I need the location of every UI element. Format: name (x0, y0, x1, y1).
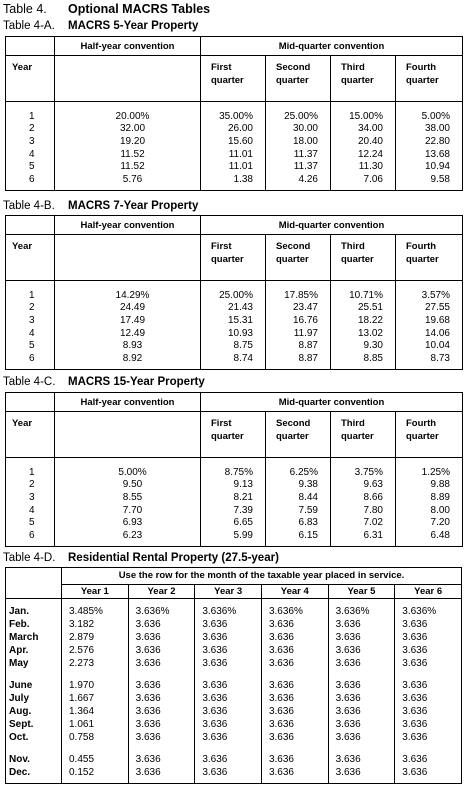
value-cell: 7.70 (55, 504, 201, 517)
value-cell: 9.58 (396, 173, 463, 186)
value-cell: 11.37 (266, 148, 331, 161)
table-row (6, 148, 463, 161)
month-row (6, 753, 462, 766)
value-cell: 3.636 (195, 657, 262, 670)
value-cell: 8.89 (396, 491, 463, 504)
month-row (6, 644, 462, 657)
value-cell: 9.50 (55, 479, 201, 492)
year-header: Year (6, 56, 55, 102)
value-cell: 27.55 (396, 302, 463, 315)
quarter-word: First (211, 241, 232, 252)
value-cell: 11.30 (331, 161, 396, 174)
value-cell: 6.25% (266, 466, 331, 479)
table-row (6, 491, 463, 504)
value-cell: 0.758 (62, 731, 129, 744)
value-cell: 11.37 (266, 161, 331, 174)
value-cell: 0.455 (62, 753, 129, 766)
quarter-word: Fourth (406, 418, 437, 429)
value-cell: 22.80 (396, 135, 463, 148)
value-cell: 18.00 (266, 135, 331, 148)
mid-quarter-header: Mid-quarter convention (201, 37, 463, 56)
quarter-word: Fourth (406, 62, 437, 73)
value-cell: 11.97 (266, 327, 331, 340)
table-row (6, 340, 463, 353)
table-row (6, 302, 463, 315)
value-cell: 3.57% (396, 289, 463, 302)
value-cell: 3.636% (195, 605, 262, 618)
value-cell: 3.636 (195, 644, 262, 657)
value-cell: 15.60 (201, 135, 266, 148)
value-cell: 32.00 (55, 123, 201, 136)
table-row (6, 110, 463, 123)
value-cell: 3.182 (62, 618, 129, 631)
value-cell: 3.636 (395, 766, 462, 779)
value-cell: 9.13 (201, 479, 266, 492)
mid-quarter-header: Mid-quarter convention (201, 393, 463, 412)
instruction-text: Use the row for the month of the taxable year placed in service. (62, 568, 462, 585)
table-name: MACRS 5-Year Property (68, 20, 199, 32)
value-cell: 19.68 (396, 314, 463, 327)
year-cell: 2 (29, 123, 35, 135)
value-cell: 3.636 (328, 753, 395, 766)
value-cell: 10.04 (396, 340, 463, 353)
quarter-header (396, 412, 463, 458)
table-caption (3, 20, 198, 32)
value-cell: 6.83 (266, 517, 331, 530)
value-cell: 3.636 (128, 731, 195, 744)
month-cell: Dec. (9, 766, 31, 778)
table-row (6, 327, 463, 340)
table-row (6, 123, 463, 136)
value-cell: 3.636% (128, 605, 195, 618)
value-cell: 3.636 (261, 692, 328, 705)
year-column-header: Year 6 (395, 584, 462, 598)
value-cell: 5.00% (396, 110, 463, 123)
value-cell: 9.88 (396, 479, 463, 492)
value-cell: 8.21 (201, 491, 266, 504)
table-row (6, 479, 463, 492)
month-row (6, 631, 462, 644)
value-cell: 3.636 (261, 618, 328, 631)
year-cell: 3 (29, 136, 35, 148)
value-cell: 3.636 (395, 718, 462, 731)
year-cell: 6 (29, 174, 35, 186)
table-row (6, 314, 463, 327)
value-cell: 0.152 (62, 766, 129, 779)
value-cell: 12.49 (55, 327, 201, 340)
value-cell: 8.55 (55, 491, 201, 504)
value-cell: 20.00% (55, 110, 201, 123)
value-cell: 7.20 (396, 517, 463, 530)
value-cell: 1.25% (396, 466, 463, 479)
year-header: Year (6, 235, 55, 281)
value-cell: 2.576 (62, 644, 129, 657)
value-cell: 7.39 (201, 504, 266, 517)
table-row (6, 529, 463, 542)
value-cell: 8.73 (396, 352, 463, 365)
table-row (6, 161, 463, 174)
year-cell: 5 (29, 340, 35, 352)
value-cell: 3.636 (328, 644, 395, 657)
year-cell: 4 (29, 327, 35, 339)
value-cell: 3.75% (331, 466, 396, 479)
value-cell: 3.636 (261, 766, 328, 779)
value-cell: 3.636 (328, 692, 395, 705)
month-cell: Sept. (9, 719, 34, 731)
value-cell: 16.76 (266, 314, 331, 327)
year-header: Year (6, 412, 55, 458)
quarter-word: Second (276, 418, 311, 429)
value-cell: 25.00% (201, 289, 266, 302)
month-cell: Jan. (9, 605, 30, 617)
half-year-header: Half-year convention (55, 216, 201, 235)
value-cell: 5.99 (201, 529, 266, 542)
value-cell: 6.31 (331, 529, 396, 542)
value-cell: 3.636 (128, 692, 195, 705)
half-year-header: Half-year convention (55, 393, 201, 412)
value-cell: 8.74 (201, 352, 266, 365)
month-cell: June (9, 679, 33, 691)
quarter-label: quarter (341, 254, 374, 265)
value-cell: 18.22 (331, 314, 396, 327)
quarter-header (396, 235, 463, 281)
value-cell: 7.80 (331, 504, 396, 517)
year-column-header: Year 4 (261, 584, 328, 598)
table-caption (3, 200, 198, 212)
month-row (6, 766, 462, 779)
value-cell: 3.636 (128, 718, 195, 731)
month-row (6, 605, 462, 618)
half-year-header: Half-year convention (55, 37, 201, 56)
value-cell: 11.01 (201, 161, 266, 174)
value-cell: 6.15 (266, 529, 331, 542)
table-row (6, 352, 463, 365)
value-cell: 15.00% (331, 110, 396, 123)
year-cell: 1 (29, 110, 35, 122)
value-cell: 3.636 (195, 618, 262, 631)
quarter-header (201, 56, 266, 102)
value-cell: 3.636 (261, 679, 328, 692)
value-cell: 3.636 (395, 705, 462, 718)
year-cell: 6 (29, 353, 35, 365)
table-name: MACRS 7-Year Property (68, 200, 199, 212)
table-row (6, 135, 463, 148)
value-cell: 1.364 (62, 705, 129, 718)
value-cell: 1.667 (62, 692, 129, 705)
value-cell: 10.94 (396, 161, 463, 174)
quarter-word: Fourth (406, 241, 437, 252)
value-cell: 3.636 (128, 644, 195, 657)
value-cell: 3.636 (128, 631, 195, 644)
title-number: Table 4. (3, 2, 47, 16)
value-cell: 3.636 (261, 718, 328, 731)
value-cell: 3.636 (261, 631, 328, 644)
year-cell: 5 (29, 517, 35, 529)
year-column-header: Year 5 (328, 584, 395, 598)
value-cell: 3.636 (261, 705, 328, 718)
value-cell: 8.87 (266, 352, 331, 365)
value-cell: 3.636 (195, 753, 262, 766)
year-cell: 1 (29, 289, 35, 301)
table-name: Residential Rental Property (27.5-year) (68, 552, 279, 564)
quarter-header (396, 56, 463, 102)
value-cell: 34.00 (331, 123, 396, 136)
value-cell: 3.636 (395, 657, 462, 670)
table-id: Table 4-B. (3, 200, 55, 212)
quarter-label: quarter (341, 431, 374, 442)
month-cell: March (9, 632, 39, 643)
value-cell: 3.636 (395, 731, 462, 744)
value-cell: 8.44 (266, 491, 331, 504)
value-cell: 2.273 (62, 657, 129, 670)
value-cell: 3.636% (328, 605, 395, 618)
value-cell: 6.48 (396, 529, 463, 542)
value-cell: 7.02 (331, 517, 396, 530)
value-cell: 3.636 (261, 657, 328, 670)
value-cell: 13.68 (396, 148, 463, 161)
macrs-table (5, 392, 463, 547)
value-cell: 11.52 (55, 148, 201, 161)
value-cell: 9.38 (266, 479, 331, 492)
macrs-table (5, 36, 463, 191)
year-cell: 2 (29, 479, 35, 491)
value-cell: 25.00% (266, 110, 331, 123)
month-cell: Nov. (9, 753, 30, 765)
quarter-header (331, 235, 396, 281)
table-caption (3, 376, 205, 388)
value-cell: 3.636 (128, 766, 195, 779)
year-cell: 1 (29, 466, 35, 478)
table-id: Table 4-A. (3, 20, 55, 32)
month-row (6, 679, 462, 692)
value-cell: 11.52 (55, 161, 201, 174)
value-cell: 8.87 (266, 340, 331, 353)
month-row (6, 731, 462, 744)
year-cell: 3 (29, 492, 35, 504)
value-cell: 3.636% (261, 605, 328, 618)
quarter-label: quarter (276, 431, 309, 442)
value-cell: 9.63 (331, 479, 396, 492)
value-cell: 3.636 (395, 618, 462, 631)
value-cell: 8.66 (331, 491, 396, 504)
month-row (6, 705, 462, 718)
value-cell: 13.02 (331, 327, 396, 340)
month-row (6, 618, 462, 631)
quarter-word: Second (276, 62, 311, 73)
value-cell: 5.76 (55, 173, 201, 186)
value-cell: 3.485% (62, 605, 129, 618)
month-cell: Feb. (9, 618, 30, 630)
year-cell: 4 (29, 504, 35, 516)
value-cell: 8.93 (55, 340, 201, 353)
quarter-label: quarter (276, 75, 309, 86)
month-cell: Oct. (9, 732, 29, 744)
value-cell: 8.75 (201, 340, 266, 353)
value-cell: 3.636 (128, 657, 195, 670)
document-title (3, 2, 210, 16)
value-cell: 3.636 (195, 679, 262, 692)
value-cell: 17.85% (266, 289, 331, 302)
quarter-label: quarter (211, 431, 244, 442)
value-cell: 3.636 (395, 631, 462, 644)
quarter-header (266, 412, 331, 458)
value-cell: 3.636 (328, 731, 395, 744)
value-cell: 14.06 (396, 327, 463, 340)
value-cell: 5.00% (55, 466, 201, 479)
value-cell: 1.061 (62, 718, 129, 731)
value-cell: 14.29% (55, 289, 201, 302)
month-cell: July (9, 692, 30, 704)
quarter-label: quarter (406, 75, 439, 86)
value-cell: 2.879 (62, 631, 129, 644)
value-cell: 3.636 (195, 766, 262, 779)
month-row (6, 718, 462, 731)
value-cell: 6.93 (55, 517, 201, 530)
year-cell: 3 (29, 315, 35, 327)
value-cell: 3.636 (328, 718, 395, 731)
year-column-header: Year 3 (195, 584, 262, 598)
value-cell: 3.636 (195, 692, 262, 705)
value-cell: 3.636 (328, 631, 395, 644)
quarter-word: First (211, 418, 232, 429)
quarter-word: Third (341, 418, 365, 429)
month-cell: Aug. (9, 706, 32, 718)
value-cell: 8.00 (396, 504, 463, 517)
quarter-header (266, 235, 331, 281)
month-cell: May (9, 658, 29, 670)
year-cell: 5 (29, 161, 35, 173)
value-cell: 9.30 (331, 340, 396, 353)
quarter-label: quarter (276, 254, 309, 265)
quarter-label: quarter (211, 75, 244, 86)
year-column-header: Year 1 (62, 584, 129, 598)
table-id: Table 4-D. (3, 552, 56, 564)
value-cell: 8.75% (201, 466, 266, 479)
quarter-word: First (211, 62, 232, 73)
value-cell: 6.23 (55, 529, 201, 542)
year-cell: 6 (29, 530, 35, 542)
year-column-header: Year 2 (128, 584, 195, 598)
quarter-header (201, 235, 266, 281)
quarter-header (266, 56, 331, 102)
value-cell: 12.24 (331, 148, 396, 161)
quarter-header (201, 412, 266, 458)
value-cell: 3.636 (128, 618, 195, 631)
value-cell: 10.71% (331, 289, 396, 302)
value-cell: 3.636 (195, 705, 262, 718)
quarter-word: Second (276, 241, 311, 252)
value-cell: 7.06 (331, 173, 396, 186)
quarter-label: quarter (211, 254, 244, 265)
value-cell: 3.636 (328, 705, 395, 718)
quarter-word: Third (341, 241, 365, 252)
month-row (6, 692, 462, 705)
value-cell: 30.00 (266, 123, 331, 136)
title-name: Optional MACRS Tables (68, 2, 211, 16)
month-row (6, 657, 462, 670)
value-cell: 4.26 (266, 173, 331, 186)
quarter-word: Third (341, 62, 365, 73)
value-cell: 3.636 (128, 679, 195, 692)
value-cell: 1.38 (201, 173, 266, 186)
value-cell: 3.636 (195, 731, 262, 744)
quarter-header (331, 412, 396, 458)
table-4d-caption (3, 552, 279, 564)
value-cell: 3.636% (395, 605, 462, 618)
quarter-label: quarter (406, 431, 439, 442)
table-name: MACRS 15-Year Property (68, 376, 205, 388)
value-cell: 3.636 (395, 644, 462, 657)
value-cell: 3.636 (328, 766, 395, 779)
value-cell: 3.636 (128, 753, 195, 766)
value-cell: 3.636 (395, 692, 462, 705)
mid-quarter-header: Mid-quarter convention (201, 216, 463, 235)
value-cell: 3.636 (195, 718, 262, 731)
value-cell: 21.43 (201, 302, 266, 315)
table-row (6, 517, 463, 530)
month-cell: Apr. (9, 645, 29, 657)
value-cell: 15.31 (201, 314, 266, 327)
value-cell: 20.40 (331, 135, 396, 148)
value-cell: 3.636 (395, 679, 462, 692)
table-4d (5, 567, 462, 784)
value-cell: 23.47 (266, 302, 331, 315)
value-cell: 8.92 (55, 352, 201, 365)
table-id: Table 4-C. (3, 376, 56, 388)
value-cell: 3.636 (328, 657, 395, 670)
quarter-label: quarter (406, 254, 439, 265)
value-cell: 3.636 (328, 679, 395, 692)
value-cell: 6.65 (201, 517, 266, 530)
table-row (6, 289, 463, 302)
year-cell: 4 (29, 148, 35, 160)
value-cell: 3.636 (395, 753, 462, 766)
value-cell: 3.636 (328, 618, 395, 631)
table-row (6, 504, 463, 517)
quarter-header (331, 56, 396, 102)
macrs-table (5, 215, 463, 370)
value-cell: 3.636 (128, 705, 195, 718)
value-cell: 17.49 (55, 314, 201, 327)
value-cell: 7.59 (266, 504, 331, 517)
table-row (6, 466, 463, 479)
quarter-label: quarter (341, 75, 374, 86)
value-cell: 3.636 (261, 753, 328, 766)
table-row (6, 173, 463, 186)
value-cell: 10.93 (201, 327, 266, 340)
value-cell: 25.51 (331, 302, 396, 315)
value-cell: 3.636 (195, 631, 262, 644)
value-cell: 3.636 (261, 644, 328, 657)
value-cell: 38.00 (396, 123, 463, 136)
value-cell: 8.85 (331, 352, 396, 365)
value-cell: 11.01 (201, 148, 266, 161)
value-cell: 3.636 (261, 731, 328, 744)
value-cell: 19.20 (55, 135, 201, 148)
value-cell: 24.49 (55, 302, 201, 315)
value-cell: 26.00 (201, 123, 266, 136)
year-cell: 2 (29, 302, 35, 314)
value-cell: 1.970 (62, 679, 129, 692)
value-cell: 35.00% (201, 110, 266, 123)
